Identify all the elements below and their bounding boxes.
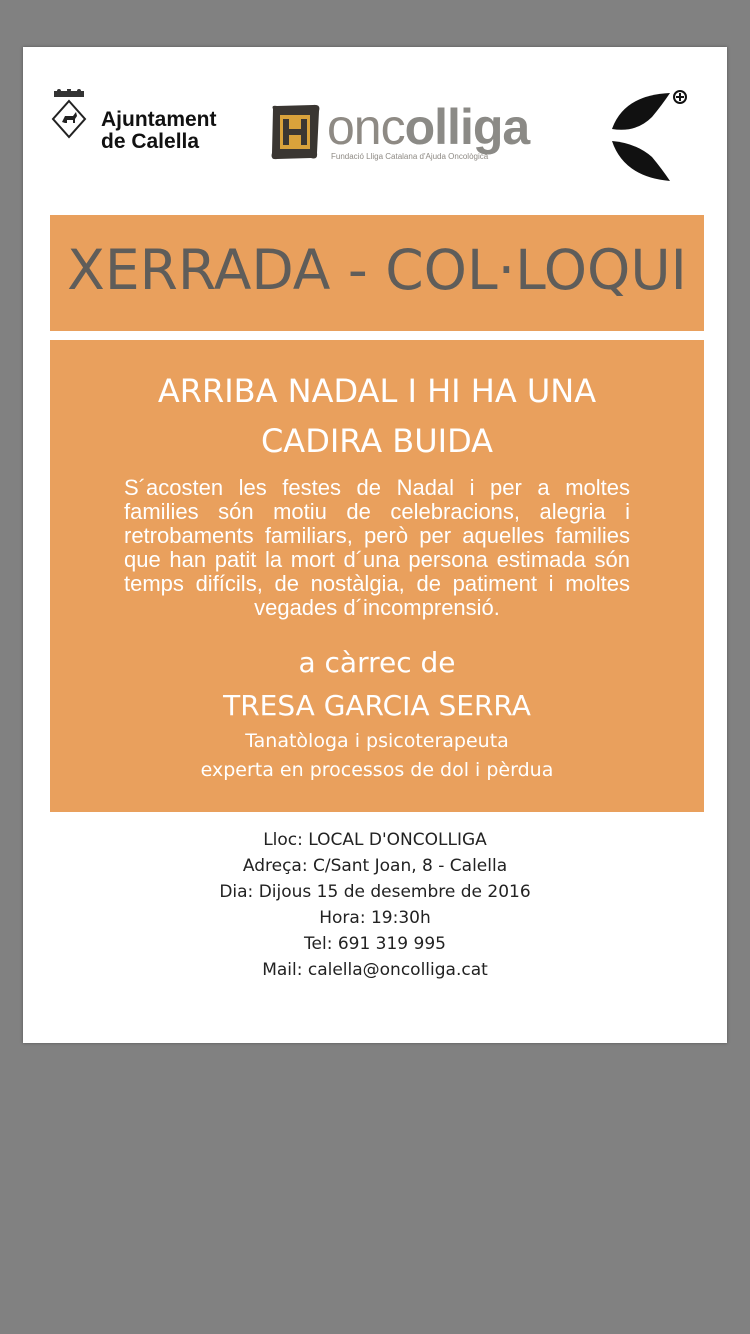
event-title: XERRADA - COL·LOQUI — [67, 238, 687, 302]
oncolliga-subtitle: Fundació Lliga Catalana d'Ajuda Oncològica — [331, 152, 489, 161]
talk-heading — [50, 366, 704, 466]
title-banner — [50, 215, 704, 331]
info-email: Mail: calella@oncolliga.cat — [262, 960, 488, 980]
info-address: Adreça: C/Sant Joan, 8 - Calella — [242, 856, 508, 876]
c-brand-logo-icon — [606, 89, 691, 189]
calella-crest-icon — [51, 89, 91, 159]
ajuntament-calella-logo — [51, 89, 251, 159]
calella-line1: Ajuntament — [101, 108, 217, 131]
speaker-role-line2: experta en processos de dol i pèrdua — [200, 759, 554, 781]
info-location: Lloc: LOCAL D'ONCOLLIGA — [263, 830, 487, 850]
oncolliga-emblem-icon — [267, 103, 323, 161]
talk-heading-line2: CADIRA BUIDA — [260, 422, 494, 460]
wordmark-onc: onc — [327, 99, 405, 155]
speaker-name: TRESA GARCIA SERRA — [223, 689, 531, 722]
oncolliga-logo — [267, 99, 567, 169]
wordmark-lliga: olliga — [404, 99, 530, 155]
info-date: Dia: Dijous 15 de desembre de 2016 — [219, 882, 531, 902]
speaker-role-line1: Tanatòloga i psicoterapeuta — [245, 730, 509, 752]
talk-description: S´acosten les festes de Nadal i per a moltes families són motiu de celebracions, alegria i retrobaments familiars, però per aquelles families que han patit la mort d´una persona estimada són temps difícils, de nostàlgia, de patiment i moltes vegades d´incomprensió. — [124, 475, 630, 620]
info-phone: Tel: 691 319 995 — [304, 934, 446, 954]
calella-line2: de Calella — [101, 130, 200, 153]
calella-name — [101, 109, 217, 153]
info-time: Hora: 19:30h — [319, 908, 431, 928]
event-info — [23, 827, 727, 983]
oncolliga-wordmark — [327, 99, 529, 155]
speaker-intro: a càrrec de — [298, 646, 456, 679]
talk-heading-line1: ARRIBA NADAL I HI HA UNA — [157, 372, 597, 410]
main-content-box — [50, 340, 704, 812]
event-poster — [23, 47, 727, 1043]
